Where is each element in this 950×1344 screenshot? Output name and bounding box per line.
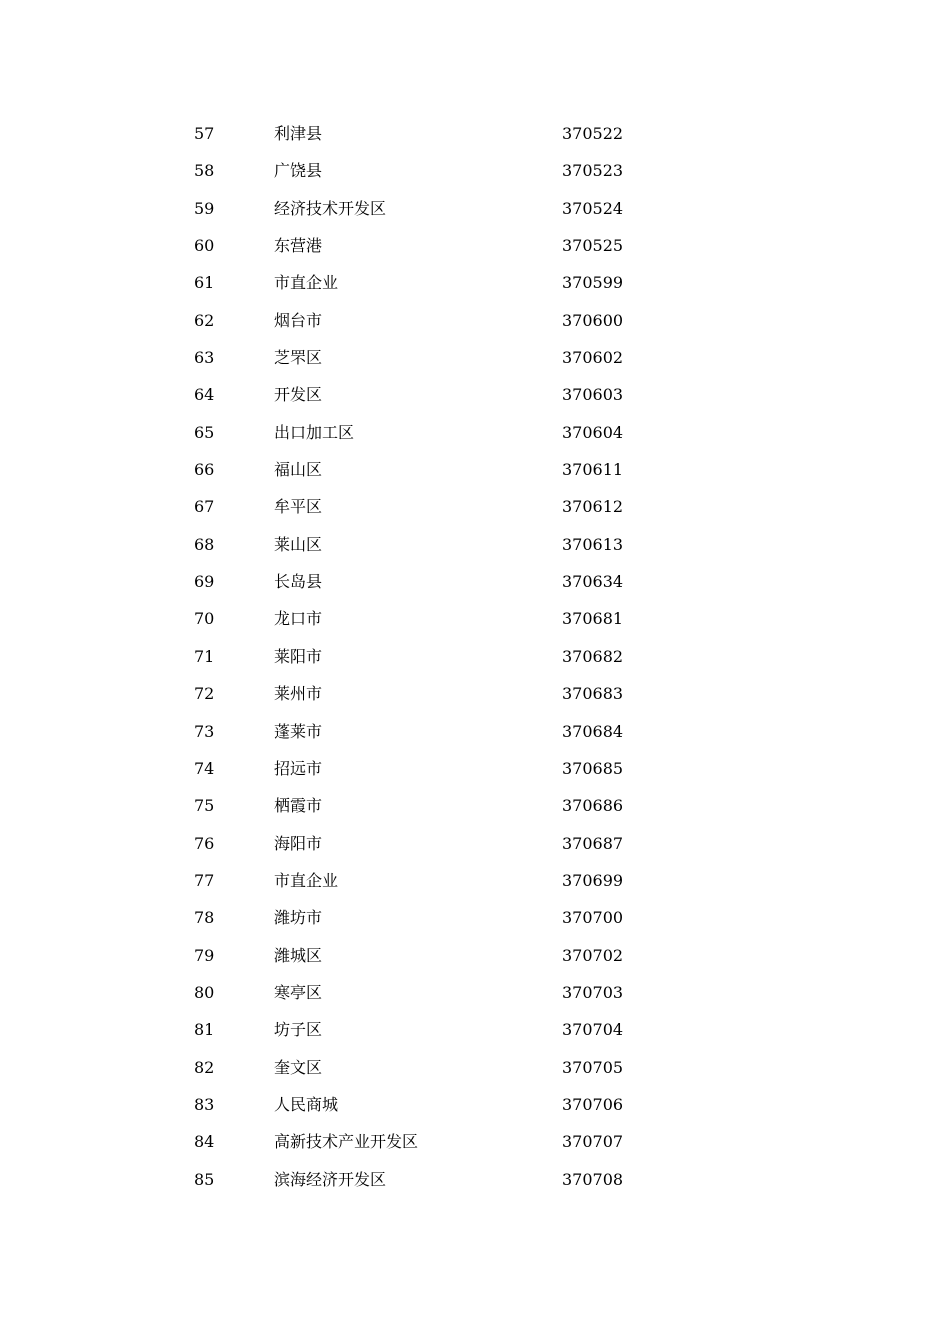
region-code: 370613 bbox=[562, 534, 624, 554]
region-code: 370706 bbox=[562, 1094, 624, 1114]
region-code: 370523 bbox=[562, 161, 624, 181]
table-row bbox=[0, 862, 950, 899]
table-row bbox=[0, 1011, 950, 1048]
table-row bbox=[0, 1161, 950, 1198]
region-name: 开发区 bbox=[274, 385, 323, 405]
region-code: 370682 bbox=[562, 646, 624, 666]
region-code-table bbox=[0, 115, 950, 1198]
row-number: 63 bbox=[194, 348, 215, 368]
region-name: 市直企业 bbox=[274, 870, 339, 890]
region-name: 东营港 bbox=[274, 236, 323, 256]
region-name: 芝罘区 bbox=[274, 348, 323, 368]
row-number: 62 bbox=[194, 310, 215, 330]
table-row bbox=[0, 825, 950, 862]
region-name: 潍城区 bbox=[274, 945, 323, 965]
region-code: 370604 bbox=[562, 422, 624, 442]
row-number: 76 bbox=[194, 833, 215, 853]
row-number: 79 bbox=[194, 945, 215, 965]
region-code: 370683 bbox=[562, 684, 624, 704]
row-number: 64 bbox=[194, 385, 215, 405]
region-name: 广饶县 bbox=[274, 161, 323, 181]
table-row bbox=[0, 339, 950, 376]
region-name: 牟平区 bbox=[274, 497, 323, 517]
region-code: 370703 bbox=[562, 982, 624, 1002]
region-name: 市直企业 bbox=[274, 273, 339, 293]
region-code: 370634 bbox=[562, 572, 624, 592]
region-code: 370686 bbox=[562, 796, 624, 816]
table-row bbox=[0, 190, 950, 227]
row-number: 77 bbox=[194, 870, 215, 890]
table-row bbox=[0, 600, 950, 637]
row-number: 72 bbox=[194, 684, 215, 704]
row-number: 75 bbox=[194, 796, 215, 816]
region-name: 蓬莱市 bbox=[274, 721, 323, 741]
region-name: 坊子区 bbox=[274, 1020, 323, 1040]
region-name: 高新技术产业开发区 bbox=[274, 1132, 419, 1152]
table-row bbox=[0, 638, 950, 675]
row-number: 70 bbox=[194, 609, 215, 629]
table-row bbox=[0, 526, 950, 563]
table-row bbox=[0, 302, 950, 339]
region-code: 370702 bbox=[562, 945, 624, 965]
region-code: 370699 bbox=[562, 870, 624, 890]
table-row bbox=[0, 152, 950, 189]
table-row bbox=[0, 376, 950, 413]
region-code: 370522 bbox=[562, 124, 624, 143]
region-name: 经济技术开发区 bbox=[274, 198, 387, 218]
table-row bbox=[0, 227, 950, 264]
region-code: 370612 bbox=[562, 497, 624, 517]
row-number: 73 bbox=[194, 721, 215, 741]
table-row bbox=[0, 1086, 950, 1123]
table-row bbox=[0, 115, 950, 152]
region-name: 潍坊市 bbox=[274, 908, 323, 928]
row-number: 82 bbox=[194, 1057, 215, 1077]
row-number: 60 bbox=[194, 236, 215, 256]
region-name: 奎文区 bbox=[274, 1057, 323, 1077]
region-name: 滨海经济开发区 bbox=[274, 1169, 387, 1189]
region-name: 出口加工区 bbox=[274, 422, 355, 442]
region-name: 福山区 bbox=[274, 460, 323, 480]
table-row bbox=[0, 1049, 950, 1086]
row-number: 81 bbox=[194, 1020, 215, 1040]
table-row bbox=[0, 675, 950, 712]
region-name: 利津县 bbox=[274, 124, 323, 143]
region-code: 370704 bbox=[562, 1020, 624, 1040]
table-row bbox=[0, 1123, 950, 1160]
region-name: 寒亭区 bbox=[274, 982, 323, 1002]
region-name: 烟台市 bbox=[274, 310, 323, 330]
table-row bbox=[0, 414, 950, 451]
region-code: 370707 bbox=[562, 1132, 624, 1152]
table-row bbox=[0, 787, 950, 824]
region-code: 370524 bbox=[562, 198, 624, 218]
row-number: 66 bbox=[194, 460, 215, 480]
row-number: 71 bbox=[194, 646, 215, 666]
row-number: 83 bbox=[194, 1094, 215, 1114]
table-row bbox=[0, 563, 950, 600]
region-code: 370599 bbox=[562, 273, 624, 293]
row-number: 74 bbox=[194, 758, 215, 778]
region-code: 370602 bbox=[562, 348, 624, 368]
region-name: 莱山区 bbox=[274, 534, 323, 554]
table-row bbox=[0, 264, 950, 301]
region-name: 龙口市 bbox=[274, 609, 323, 629]
row-number: 65 bbox=[194, 422, 215, 442]
table-row bbox=[0, 974, 950, 1011]
row-number: 80 bbox=[194, 982, 215, 1002]
table-row bbox=[0, 750, 950, 787]
region-code: 370600 bbox=[562, 310, 624, 330]
row-number: 84 bbox=[194, 1132, 215, 1152]
row-number: 61 bbox=[194, 273, 215, 293]
table-row bbox=[0, 488, 950, 525]
table-row bbox=[0, 713, 950, 750]
region-code: 370708 bbox=[562, 1169, 624, 1189]
table-row bbox=[0, 899, 950, 936]
row-number: 67 bbox=[194, 497, 215, 517]
table-row bbox=[0, 451, 950, 488]
row-number: 57 bbox=[194, 124, 215, 143]
region-name: 招远市 bbox=[274, 758, 323, 778]
region-name: 莱阳市 bbox=[274, 646, 323, 666]
region-code: 370611 bbox=[562, 460, 624, 480]
region-code: 370685 bbox=[562, 758, 624, 778]
region-code: 370705 bbox=[562, 1057, 624, 1077]
row-number: 68 bbox=[194, 534, 215, 554]
row-number: 59 bbox=[194, 198, 215, 218]
region-code: 370700 bbox=[562, 908, 624, 928]
region-code: 370603 bbox=[562, 385, 624, 405]
row-number: 69 bbox=[194, 572, 215, 592]
row-number: 78 bbox=[194, 908, 215, 928]
region-code: 370684 bbox=[562, 721, 624, 741]
region-code: 370681 bbox=[562, 609, 624, 629]
region-code: 370687 bbox=[562, 833, 624, 853]
region-name: 海阳市 bbox=[274, 833, 323, 853]
region-name: 人民商城 bbox=[274, 1094, 339, 1114]
region-name: 莱州市 bbox=[274, 684, 323, 704]
row-number: 58 bbox=[194, 161, 215, 181]
table-row bbox=[0, 937, 950, 974]
row-number: 85 bbox=[194, 1169, 215, 1189]
region-name: 长岛县 bbox=[274, 572, 323, 592]
region-name: 栖霞市 bbox=[274, 796, 323, 816]
region-code: 370525 bbox=[562, 236, 624, 256]
